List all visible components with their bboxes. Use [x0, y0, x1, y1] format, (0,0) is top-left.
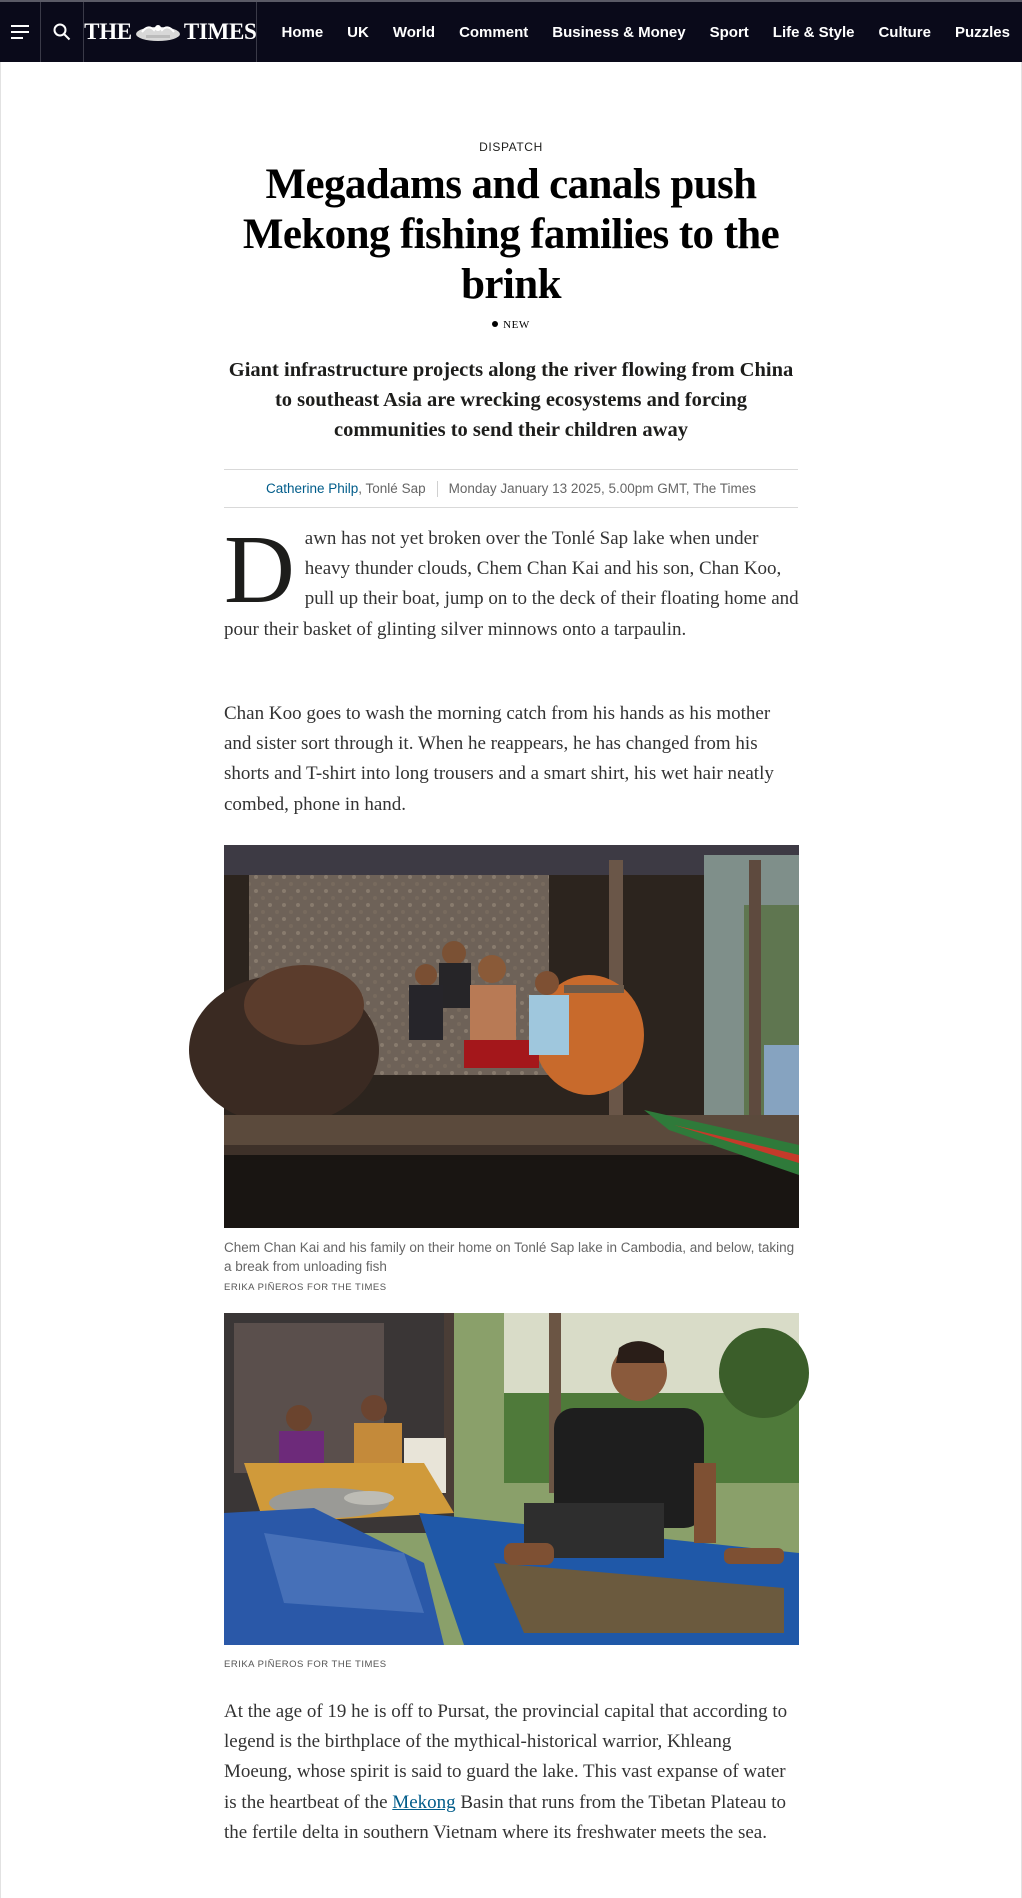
article-standfirst: Giant infrastructure projects along the river flowing from China to southeast Asia are wrecking ecosystems and forcing communities to send their children away: [228, 359, 794, 441]
menu-icon: [11, 25, 29, 39]
logo-text-right: TIMES: [183, 19, 257, 44]
byline-location: , Tonlé Sap: [358, 481, 426, 496]
nav-uk[interactable]: UK: [347, 23, 369, 41]
menu-button[interactable]: [0, 2, 41, 62]
paragraph-1-text: awn has not yet broken over the Tonlé Sap lake when under heavy thunder clouds, Chem Chan Kai and his son, Chan Koo, pull up their boat, jump on to the deck of their floating home and pour their basket of glinting silver minnows onto a tarpaulin.: [224, 528, 799, 640]
article-paragraph-3: [224, 1697, 800, 1848]
author-link[interactable]: Catherine Philp: [265, 481, 359, 496]
new-badge: [224, 319, 798, 331]
nav-sport[interactable]: Sport: [709, 23, 749, 41]
royal-crest-icon: [134, 22, 182, 42]
drop-cap: D: [224, 516, 295, 624]
top-navigation-bar: [0, 0, 1022, 62]
photo-1-caption: Chem Chan Kai and his family on their home on Tonlé Sap lake in Cambodia, and below, taking a break from unloading fish: [224, 1240, 795, 1274]
article-paragraph-1: [224, 516, 800, 645]
section-nav: [257, 2, 1022, 62]
search-button[interactable]: [41, 2, 84, 62]
byline-divider: [437, 481, 438, 497]
new-badge-label: NEW: [503, 319, 530, 331]
fisherman-photo-illustration: [224, 1313, 799, 1645]
mekong-link[interactable]: Mekong: [392, 1791, 456, 1813]
photo-2-credit: ERIKA PIÑEROS FOR THE TIMES: [224, 1659, 387, 1670]
article-headline: Megadams and canals push Mekong fishing families to the brink: [242, 161, 780, 308]
new-dot-icon: [492, 321, 498, 327]
nav-puzzles[interactable]: Puzzles: [954, 23, 1010, 41]
paragraph-3-text-end: Basin that runs from the Tibetan Plateau to the fertile delta in southern Vietnam where its freshwater meets the sea.: [224, 1791, 786, 1843]
article-kicker[interactable]: DISPATCH: [479, 140, 543, 154]
photo-1-credit: ERIKA PIÑEROS FOR THE TIMES: [224, 1282, 387, 1293]
page-border-left: [0, 62, 1, 1898]
article-dateline: Monday January 13 2025, 5.00pm GMT, The Times: [448, 481, 757, 496]
nav-home[interactable]: Home: [281, 23, 324, 41]
nav-comment[interactable]: Comment: [459, 23, 529, 41]
family-on-floating-home-photo[interactable]: [224, 845, 799, 1228]
logo-text-left: THE: [84, 19, 132, 44]
paragraph-3-text-start: At the age of 19 he is off to Pursat, the provincial capital that according to legend is the birthplace of the mythical-historical warrior, Khleang Moeung, whose spirit is said to guard the lake. This vast expanse of water is the heartbeat of the: [224, 1701, 788, 1813]
fisherman-on-boat-photo[interactable]: [224, 1313, 799, 1645]
the-times-logo[interactable]: [84, 2, 257, 62]
byline: [224, 469, 798, 508]
nav-culture[interactable]: Culture: [878, 23, 931, 41]
nav-world[interactable]: World: [392, 23, 436, 41]
nav-life-style[interactable]: Life & Style: [772, 23, 855, 41]
nav-business-money[interactable]: Business & Money: [552, 23, 686, 41]
search-icon: [53, 23, 71, 41]
family-photo-illustration: [224, 845, 799, 1228]
article-paragraph-2: Chan Koo goes to wash the morning catch from his hands as his mother and sister sort through it. When he reappears, he has changed from his shorts and T-shirt into long trousers and a smart shirt, his wet hair neatly combed, phone in hand.: [224, 703, 774, 815]
